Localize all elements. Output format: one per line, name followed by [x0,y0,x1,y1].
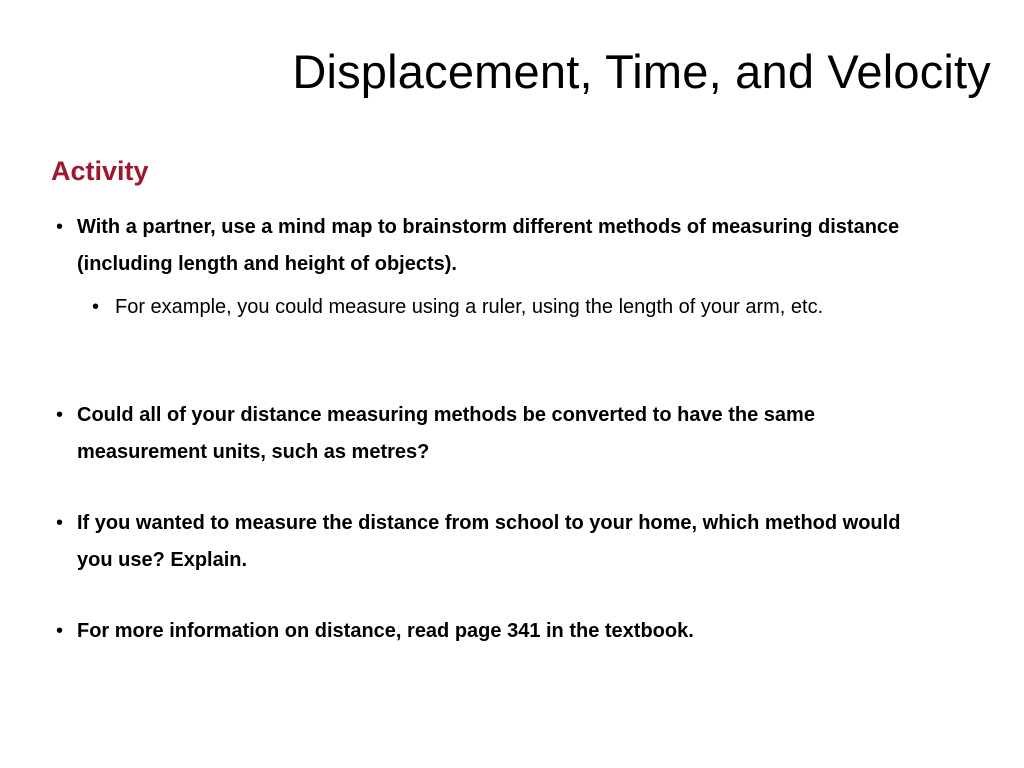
bullet-item [56,397,916,471]
bullet-text: Could all of your distance measuring methods be converted to have the same measurement units, such as metres? [77,404,815,463]
sub-bullet-marker: • [92,296,100,318]
bullet-marker: • [56,620,64,642]
bullet-text: With a partner, use a mind map to brainstorm different methods of measuring distance (including length and height of objects). [77,216,900,275]
bullet-item [56,613,916,650]
bullet-text: If you wanted to measure the distance from school to your home, which method would you use? Explain. [77,512,901,571]
activity-heading: Activity [51,156,149,186]
bullet-item [56,209,916,283]
sub-bullet-text: For example, you could measure using a ruler, using the length of your arm, etc. [115,296,824,318]
bullet-marker: • [56,404,64,426]
bullet-text: For more information on distance, read page 341 in the textbook. [77,620,694,642]
bullet-marker: • [56,512,64,534]
sub-bullet-item [92,289,912,326]
slide-title: Displacement, Time, and Velocity [292,45,991,98]
bullet-item [56,505,916,579]
bullet-marker: • [56,216,64,238]
